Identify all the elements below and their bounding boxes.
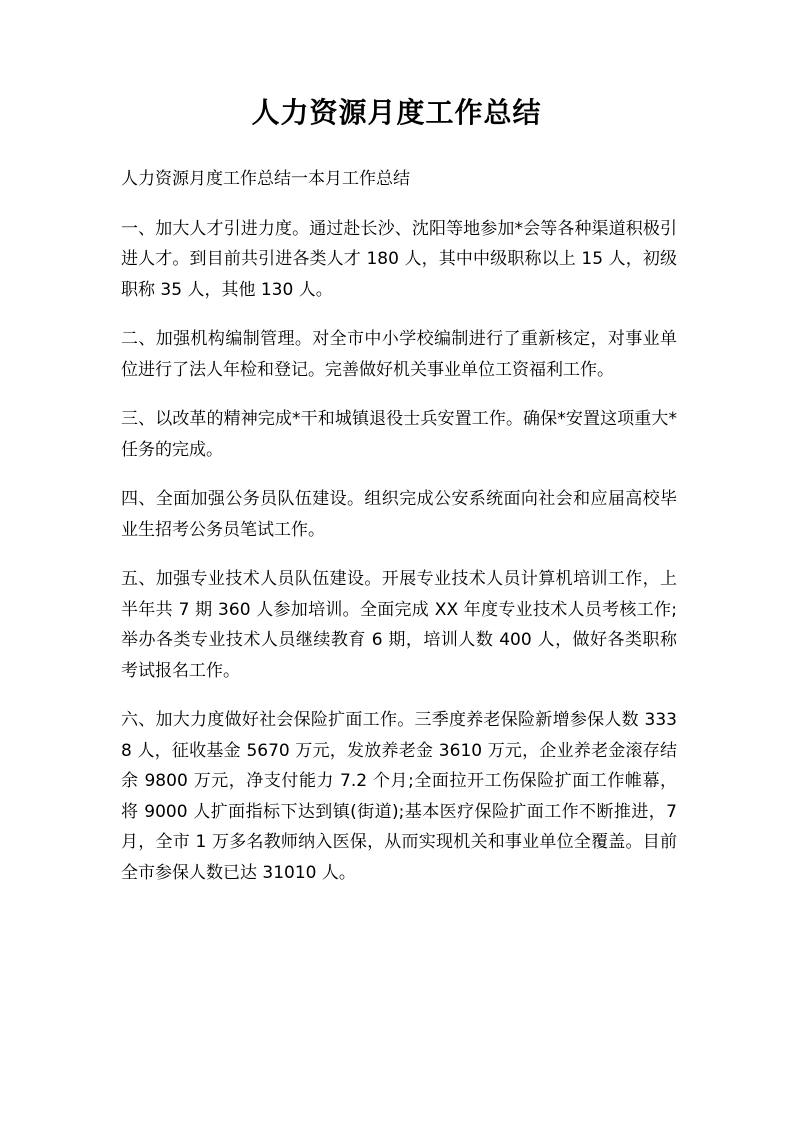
paragraph-technical-staff: 五、加强专业技术人员队伍建设。开展专业技术人员计算机培训工作，上半年共 7 期 360 人参加培训。全面完成 XX 年度专业技术人员考核工作;举办各类专业技术人员继续教育 6 期，培训人数 400 人，做好各类职称考试报名工作。: [121, 569, 677, 681]
paragraph-talent-introduction: 一、加大人才引进力度。通过赴长沙、沈阳等地参加*会等各种渠道积极引进人才。到目前共引进各类人才 180 人，其中中级职称以上 15 人，初级职称 35 人，其他 130 人。: [121, 218, 677, 300]
paragraph-subtitle: 人力资源月度工作总结一本月工作总结: [121, 169, 410, 189]
document-title: 人力资源月度工作总结: [251, 96, 542, 129]
paragraph-civil-servants: 四、全面加强公务员队伍建设。组织完成公安系统面向社会和应届高校毕业生招考公务员笔试工作。: [121, 489, 677, 540]
paragraph-resettlement: 三、以改革的精神完成*干和城镇退役士兵安置工作。确保*安置这项重大*任务的完成。: [121, 409, 677, 460]
document-body: [121, 164, 677, 907]
paragraph-staffing-management: 二、加强机构编制管理。对全市中小学校编制进行了重新核定，对事业单位进行了法人年检和登记。完善做好机关事业单位工资福利工作。: [121, 329, 677, 380]
paragraph-social-insurance: 六、加大力度做好社会保险扩面工作。三季度养老保险新增参保人数 3338 人，征收基金 5670 万元，发放养老金 3610 万元，企业养老金滚存结余 9800 万元，净支付能力 7.2 个月;全面拉开工伤保险扩面工作帷幕，将 9000 人扩面指标下达到镇(街道);基本医疗保险扩面工作不断推进，7 月，全市 1 万多名教师纳入医保，从而实现机关和事业单位全覆盖。目前全市参保人数已达 31010 人。: [121, 710, 677, 883]
